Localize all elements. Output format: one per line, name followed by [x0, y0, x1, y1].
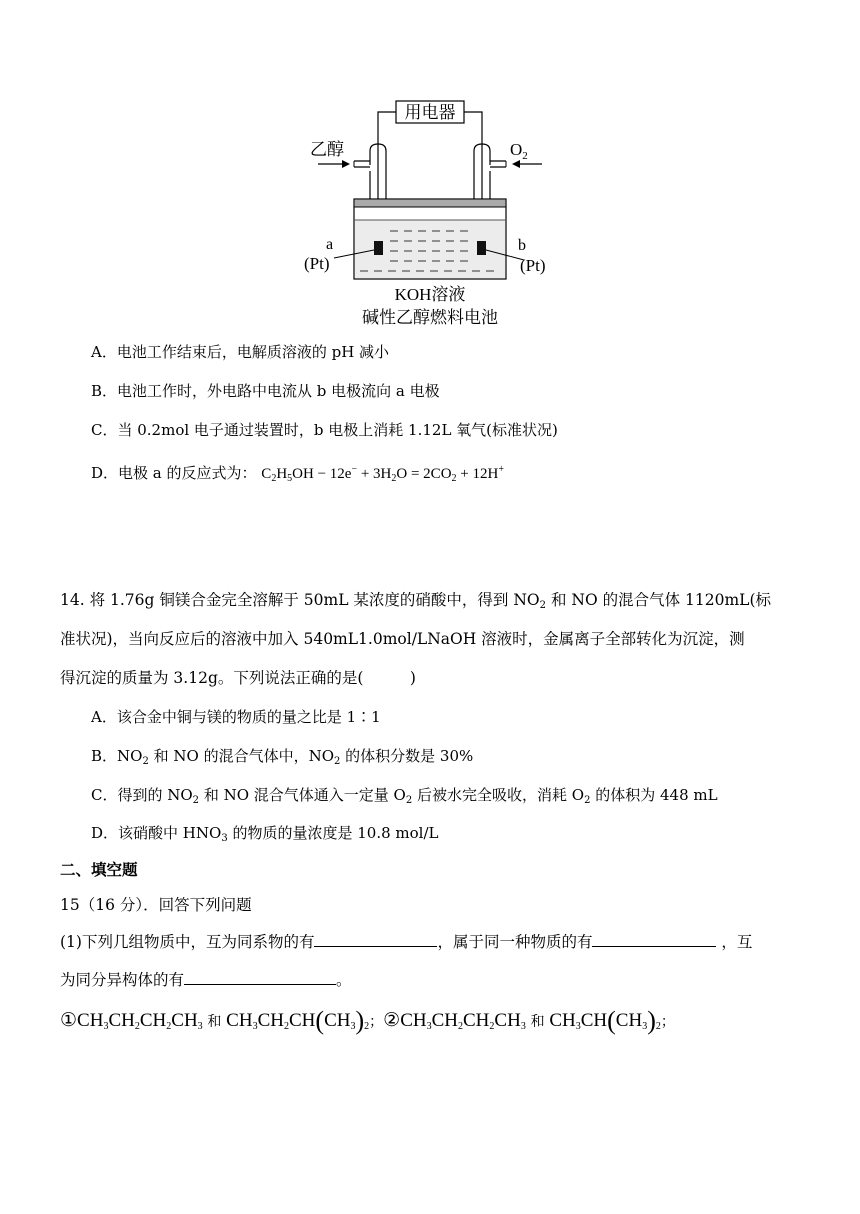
item-1-marker: ① — [60, 1010, 78, 1031]
q13-option-d — [91, 462, 504, 484]
q14-option-a: A．该合金中铜与镁的物质的量之比是 1∶1 — [91, 708, 381, 726]
q13-option-a: A．电池工作结束后，电解质溶液的 pH 减小 — [91, 343, 390, 361]
electrode-b — [477, 241, 486, 255]
fuel-cell-diagram — [290, 95, 580, 330]
oxygen-label: $O_2$ — [510, 140, 528, 162]
q14-option-b: B．$NO_2$ 和 NO 的混合气体中，$NO_2$ 的体积分数是 30% — [91, 747, 474, 767]
device-label: 用电器 — [404, 103, 456, 122]
q15-line-2: 为同分异构体的有 。 — [60, 971, 352, 989]
q13-option-d-prefix: D．电极 a 的反应式为： — [91, 464, 257, 482]
q14-line-3: 得沉淀的质量为 3.12g。下列说法正确的是( ) — [60, 669, 416, 687]
q14-line-1: 14. 将 1.76g 铜镁合金完全溶解于 50mL 某浓度的硝酸中，得到 $NO_2$ 和 NO 的混合气体 1120mL(标 — [60, 591, 771, 611]
electrode-a — [374, 241, 383, 255]
electrode-a-label: a — [326, 236, 334, 253]
q13-option-b: B．电池工作时，外电路中电流从 b 电极流向 a 电极 — [91, 382, 440, 400]
q14-option-c: C．得到的 $NO_2$ 和 NO 混合气体通入一定量 $O_2$ 后被水完全吸收，消耗 $O_2$ 的体积为 448 mL — [91, 786, 718, 806]
q15-title: 15（16 分）．回答下列问题 — [60, 896, 252, 914]
q15-formula-line: $①CH_3CH_2CH_2CH_3$ 和 $CH_3CH_2CH(CH_3)_2$；$②CH_3CH_2CH_2CH_3$ 和 $CH_3CH(CH_3)_2$； — [60, 1006, 675, 1035]
electrolyte-label: KOH溶液 — [394, 285, 466, 304]
q14-line-2: 准状况)，当向反应后的溶液中加入 540mL1.0mol/LNaOH 溶液时，金属离子全部转化为沉淀，测 — [60, 630, 745, 648]
q13-option-c: C．当 0.2mol 电子通过装置时，b 电极上消耗 1.12L 氧气(标准状况) — [91, 421, 558, 439]
electrode-b-label: b — [518, 237, 526, 254]
ethanol-label: 乙醇 — [310, 140, 344, 159]
answer-blank-isomers[interactable] — [184, 970, 336, 985]
electrode-b-material: (Pt) — [520, 256, 546, 275]
item-2-marker: ② — [383, 1010, 401, 1031]
electrode-a-material: (Pt) — [304, 254, 330, 273]
answer-blank-same-substance[interactable] — [592, 932, 716, 947]
diagram-caption: 碱性乙醇燃料电池 — [362, 308, 498, 327]
answer-blank-homologues[interactable] — [314, 932, 437, 947]
q13-option-d-equation: $C_2H_5OH - 12e^- + 3H_2O = 2CO_2 + 12H^+$ — [261, 464, 504, 484]
section-heading: 二、填空题 — [60, 860, 138, 879]
q15-line-1: (1)下列几组物质中，互为同系物的有 ，属于同一种物质的有 ，互 — [60, 933, 753, 951]
q14-option-d: D．该硝酸中 $HNO_3$ 的物质的量浓度是 10.8 mol/L — [91, 824, 439, 844]
